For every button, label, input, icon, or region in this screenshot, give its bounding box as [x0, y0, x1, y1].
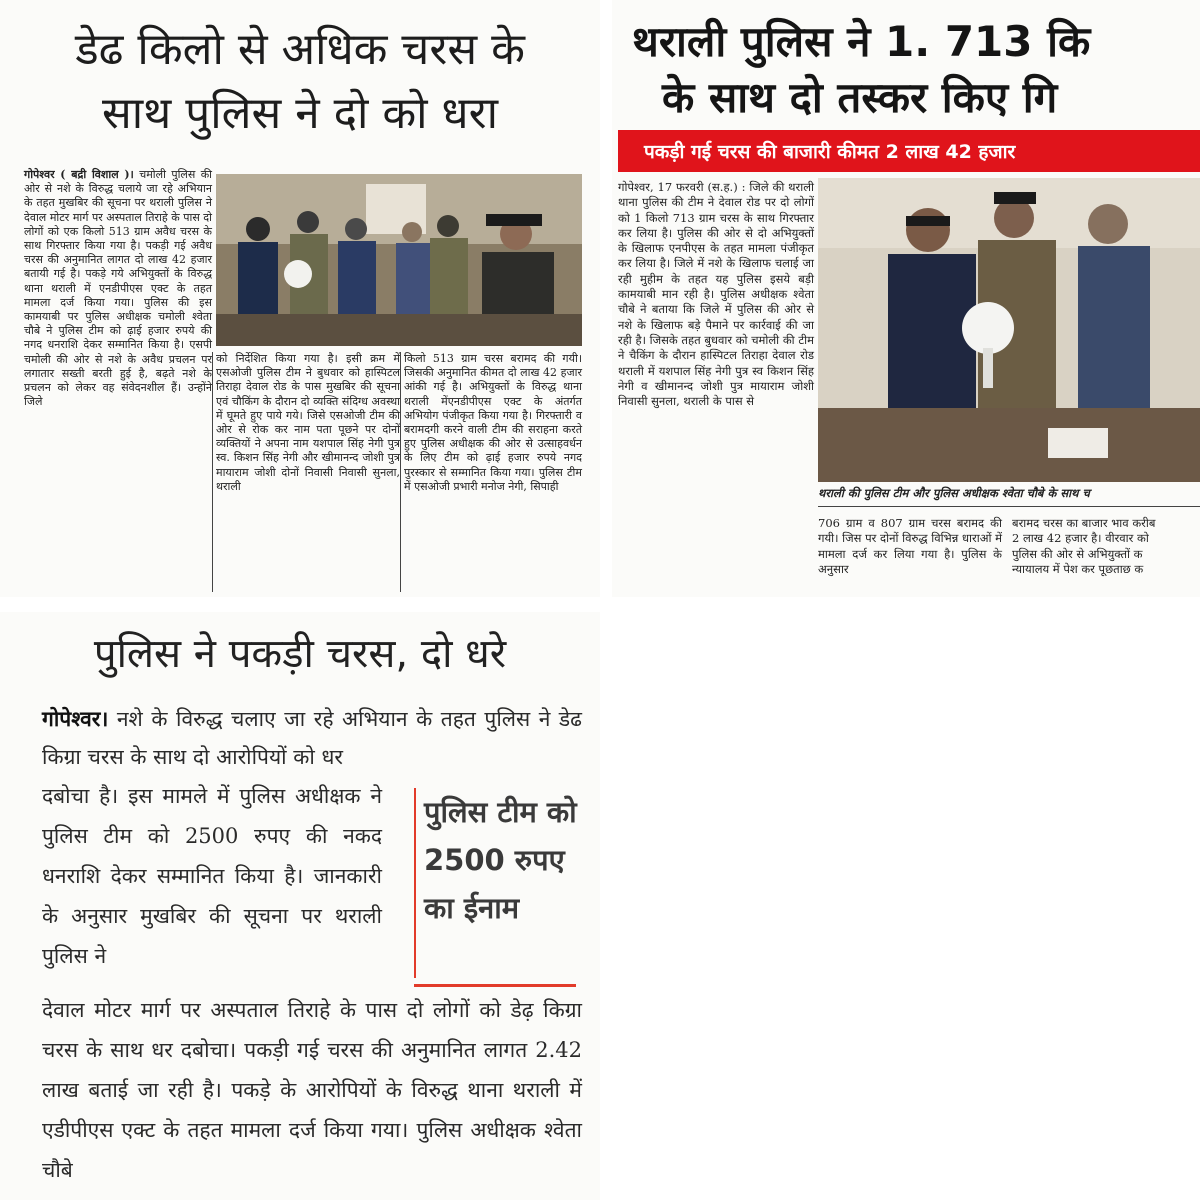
clip1-byline: गोपेश्वर ( बद्री विशाल )। [24, 168, 134, 181]
clip3-body-left: दबोचा है। इस मामले में पुलिस अधीक्षक ने पुलिस टीम को 2500 रुपए की नकद धनराशि देकर सम्मानित किया है। जानकारी के अनुसार मुखबिर की सूचना पर थराली पुलिस ने [42, 784, 382, 968]
highlight-underline [414, 984, 576, 987]
clip2-photo [818, 178, 1200, 482]
clip3-highlight-box: पुलिस टीम को 2500 रुपए का ईनाम [424, 795, 577, 925]
clip1-headline: डेढ किलो से अधिक चरस के साथ पुलिस ने दो को धरा [75, 24, 525, 139]
news-clip-1 [0, 0, 600, 597]
column-rule [400, 352, 401, 592]
clip2-subheadline-band [618, 130, 1200, 172]
police-team-photo [818, 178, 1200, 482]
news-clip-2 [612, 0, 1200, 597]
clip1-body-col3: किलो 513 ग्राम चरस बरामद की गयी। जिसकी अनुमानित कीमत दो लाख 42 हजार आंकी गई है। अभियुक्तों के विरुद्ध थाना थराली मेंएनडीपीएस एक्ट के अंतर्गत अभियोग पंजीकृत किया गया है। गिरफ्तारी व बरामदगी करने वाली टीम की सराहना करते हुए पुलिस अधीक्षक की ओर से उत्साहवर्धन के लिए टीम को ढ़ाई हजार रुपये नगद पुरस्कार से सम्मानित किया गया। पुलिस टीम में एसओजी प्रभारी मनोज नेगी, सिपाही [404, 352, 582, 493]
clip2-body-col2: 706 ग्राम व 807 ग्राम चरस बरामद की गयी। जिस पर दोनों विरुद्ध विभिन्न धाराओं में मामला दर्ज कर लिया गया है। पुलिस के अनुसार [818, 516, 1002, 576]
column-rule [212, 352, 213, 592]
clip2-subheadline: पकड़ी गई चरस की बाजारी कीमत 2 लाख 42 हजार [644, 141, 1016, 163]
clip1-body-col1: गोपेश्वर ( बद्री विशाल )। चमोली पुलिस की ओर से नशे के विरुद्ध चलाये जा रहे अभियान के तहत मुखबिर की सूचना पर थराली पुलिस ने देवाल मोटर मार्ग पर अस्पताल तिराहे के पास दो लोगों को एक किलो 513 ग्राम अवैध चरस के साथ गिरफ्तार किया गया है। पकड़ी गई अवैध चरस की अनुमानित लागत दो लाख 42 हजार बतायी गई है। पकड़े गये अभियुक्तों के विरुद्ध थाना थराली में एनडीपीएस एक्ट के तहत मामला दर्ज किया गया। पुलिस की इस कामयाबी पर पुलिस अधीक्षक चमोली श्वेता चौबे ने पुलिस टीम को ढ़ाई हजार रुपये की नगद धनराशि देकर सम्मानित किया है। एसपी चमोली की ओर से नशे के अवैध प्रचलन पर लगातार सख्ती बरती हुई है, बढ़ते नशे के प्रचलन को लेकर वह संवेदनशील हैं। उन्होंने जिले [24, 168, 213, 409]
clip1-body-col2: को निर्देशित किया गया है। इसी क्रम में एसओजी पुलिस टीम ने बुधवार को हास्पिटल तिराहा देवाल रोड के पास मुखबिर की सूचना एवं चौकिंग के दौरान दो व्यक्ति संदिग्ध अवस्था में घूमते हुए पाये गये। जिसे एसओजी टीम की ओर से रोक कर नाम पता पूछने पर दोनों व्यक्तियों ने अपना नाम यशपाल सिंह नेगी पुत्र स्व. किशन सिंह नेगी और खीमानन्द जोशी पुत्र मायाराम जोशी दोनों निवासी निवासी सुनला, थराली [216, 352, 400, 493]
caption-rule [818, 506, 1200, 507]
police-team-photo [216, 174, 582, 346]
clip-divider [600, 0, 612, 600]
clip2-body-col1: गोपेश्वर, 17 फरवरी (स.ह.) : जिले की थराली थाना पुलिस की टीम ने देवाल रोड पर दो लोगों को 1 किलो 713 ग्राम चरस के साथ गिरफ्तार कर लिया है। पुलिस की ओर से दो अभियुक्तों के खिलाफ एनपीएस के तहत मामला पंजीकृत कर लिया है। जिले में नशे के खिलाफ चलाई जा रही मुहीम के तहत यह पुलिस इसये बड़ी कामयाबी मान रही है। पुलिस अधीक्षक श्वेता चौबे ने बताया कि जिले में पुलिस की ओर से नशे के खिलाफ बड़े पैमाने पर कार्रवाई की जा रही है। जिसके तहत बुधवार को चमोली की टीम ने चैकिंग के दौरान हास्पिटल तिराहा देवाल रोड थराली में यशपाल सिंह नेगी पुत्र स्व किशन सिंह नेगी व खीमानन्द जोशी पुत्र मायाराम जोशी निवासी सुनला, थराली के पास से [618, 180, 814, 409]
clip2-photo-caption: थराली की पुलिस टीम और पुलिस अधीक्षक श्वेता चौबे के साथ च [818, 486, 1090, 500]
clip1-photo [216, 174, 582, 346]
highlight-rule [414, 788, 416, 978]
clip2-body-col3: बरामद चरस का बाजार भाव करीब 2 लाख 42 हजार है। वीरवार को पुलिस की ओर से अभियुक्तों क न्यायालय में पेश कर पूछताछ क [1012, 516, 1156, 576]
clip-divider [0, 597, 600, 612]
clip3-dateline: गोपेश्वर। [42, 706, 109, 731]
clip2-headline: थराली पुलिस ने 1. 713 कि के साथ दो तस्कर किए गि [632, 17, 1091, 122]
clip3-body-full: देवाल मोटर मार्ग पर अस्पताल तिराहे के पास दो लोगों को डेढ़ किग्रा चरस के साथ धर दबोचा। पकड़ी गई चरस की अनुमानित लागत 2.42 लाख बताई जा रही है। पकड़े के आरोपियों के विरुद्ध थाना थराली में एडीपीएस एक्ट के तहत मामला दर्ज किया गया। पुलिस अधीक्षक श्वेता चौबे [42, 998, 582, 1182]
news-clip-3 [0, 612, 600, 1200]
clip3-headline: पुलिस ने पकड़ी चरस, दो धरे [93, 631, 507, 677]
clip3-lead-paragraph: गोपेश्वर। नशे के विरुद्ध चलाए जा रहे अभियान के तहत पुलिस ने डेढ किग्रा चरस के साथ दो आरोपियों को धर [42, 706, 582, 769]
